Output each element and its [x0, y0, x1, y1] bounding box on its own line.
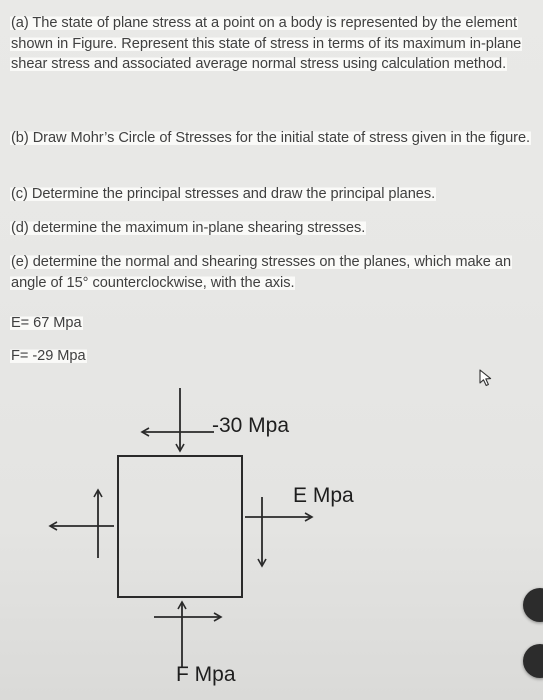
question-b-text: (b) Draw Mohr’s Circle of Stresses for the initial state of stress given in the figure.	[11, 130, 531, 146]
right-stress-label: E Mpa	[293, 484, 354, 507]
question-a-text: (a) The state of plane stress at a point on a body is represented by the element shown in Figure. Represent this state of stress in terms of its maximum in-plane shear stress and associated average normal stress using calculation method.	[11, 15, 522, 72]
question-c-text: (c) Determine the principal stresses and draw the principal planes.	[11, 186, 436, 202]
given-value-f-text: F= -29 Mpa	[11, 348, 86, 364]
given-value-e-text: E= 67 Mpa	[11, 315, 82, 331]
question-e-text: (e) determine the normal and shearing stresses on the planes, which make an angle of 15° counterclockwise, with the axis.	[11, 254, 512, 291]
question-d-text: (d) determine the maximum in-plane shearing stresses.	[11, 220, 366, 236]
bottom-stress-label: F Mpa	[176, 663, 236, 686]
top-stress-label: -30 Mpa	[212, 414, 290, 437]
stress-element-square	[118, 456, 242, 597]
